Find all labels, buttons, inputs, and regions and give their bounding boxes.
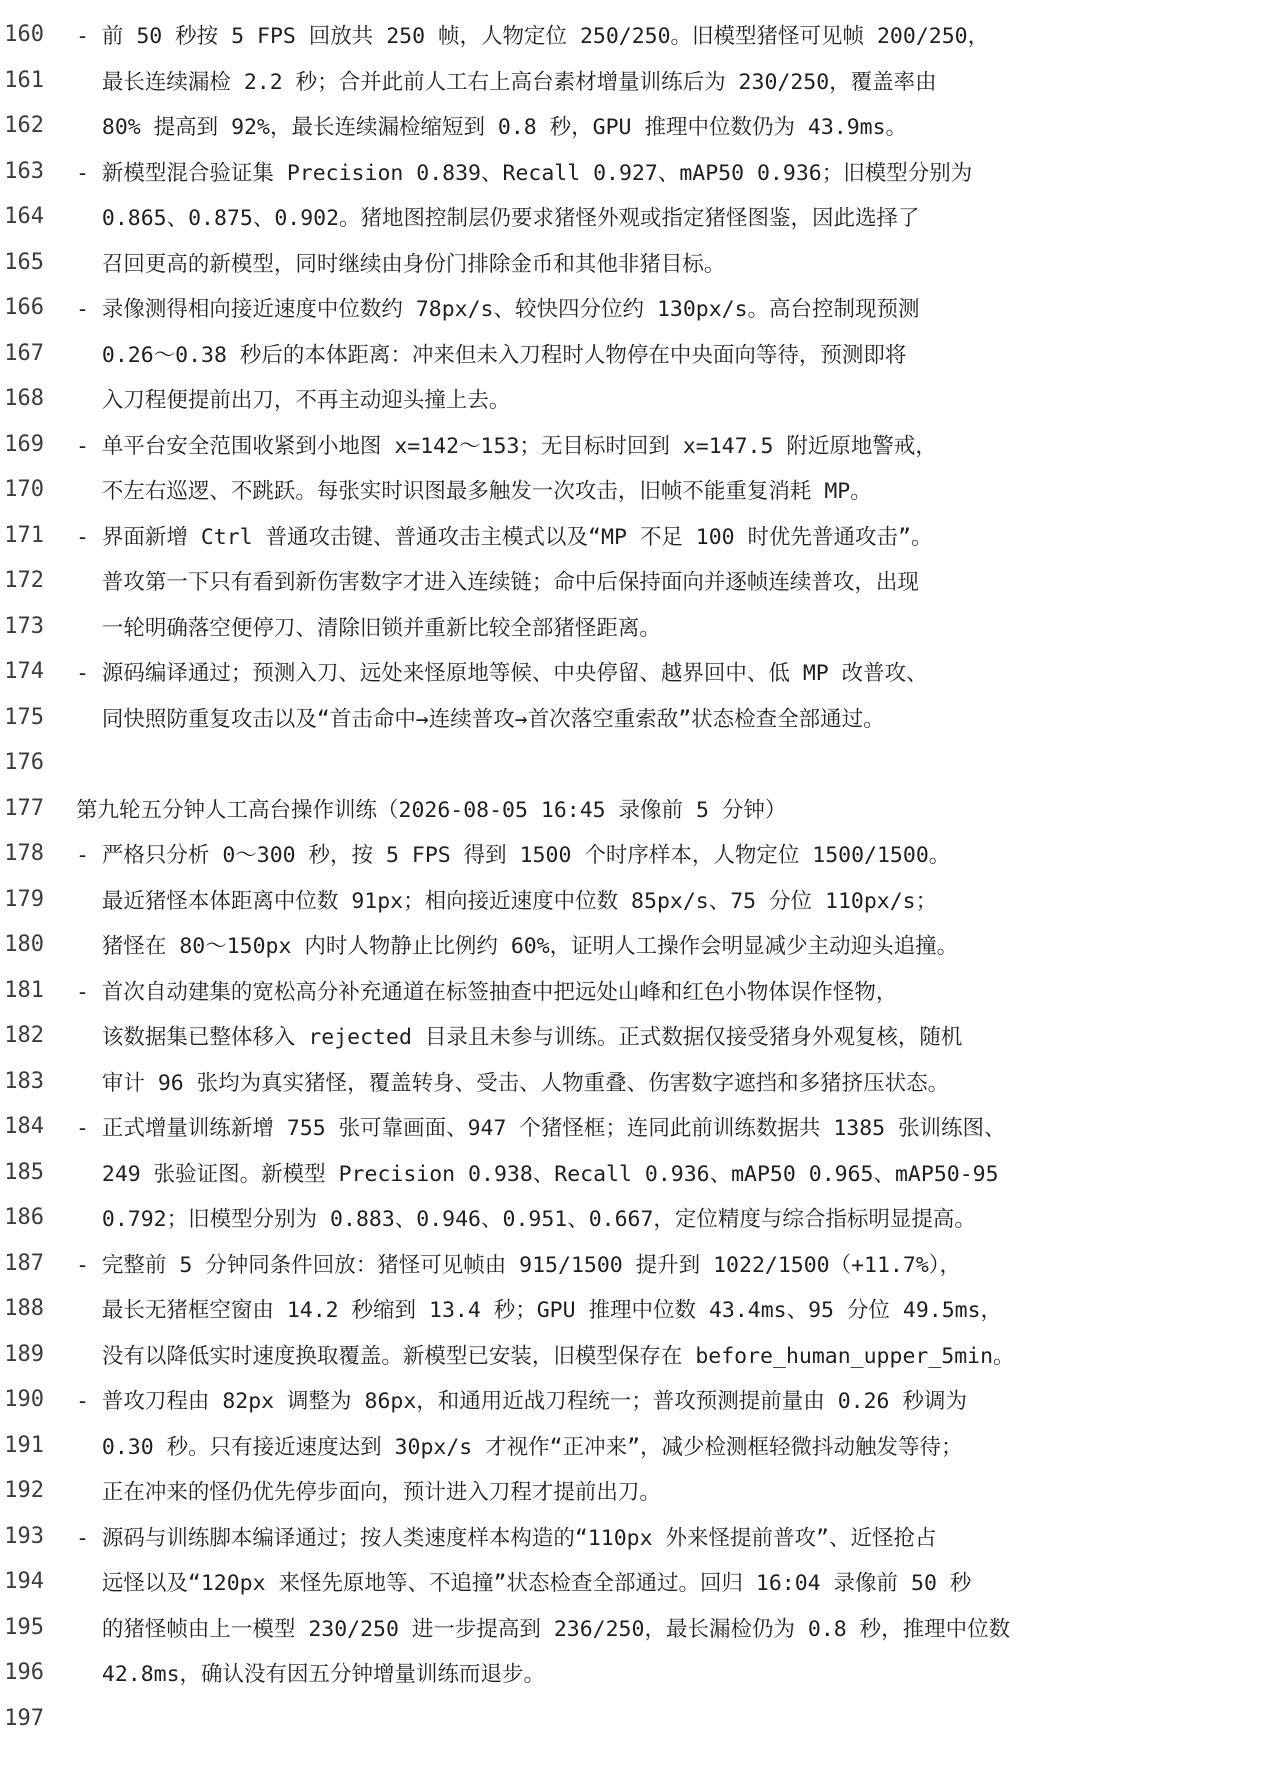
editor-line[interactable]: [0, 1696, 1270, 1742]
editor-line[interactable]: [0, 1514, 1270, 1560]
line-text[interactable]: 第九轮五分钟人工高台操作训练（2026-08-05 16:45 录像前 5 分钟）: [76, 797, 787, 823]
editor-line[interactable]: [0, 1013, 1270, 1059]
line-number: 173: [4, 613, 44, 639]
line-number: 195: [4, 1614, 44, 1640]
line-text[interactable]: 该数据集已整体移入 rejected 目录且未参与训练。正式数据仅接受猪身外观复核，随机: [76, 1025, 963, 1051]
line-text[interactable]: 的猪怪帧由上一模型 230/250 进一步提高到 236/250，最长漏检仍为 0.8 秒，推理中位数: [76, 1616, 1011, 1642]
editor-line[interactable]: [0, 558, 1270, 604]
editor-line[interactable]: [0, 513, 1270, 559]
line-text[interactable]: 0.26～0.38 秒后的本体距离：冲来但未入刀程时人物停在中央面向等待，预测即将: [76, 342, 907, 368]
editor-line[interactable]: [0, 376, 1270, 422]
line-number: 161: [4, 67, 44, 93]
line-text[interactable]: 最近猪怪本体距离中位数 91px；相向接近速度中位数 85px/s、75 分位 110px/s；: [76, 888, 938, 914]
editor-line[interactable]: [0, 1332, 1270, 1378]
line-number: 169: [4, 431, 44, 457]
editor-line[interactable]: [0, 1150, 1270, 1196]
editor-line[interactable]: [0, 194, 1270, 240]
line-number: 190: [4, 1387, 44, 1413]
line-number: 165: [4, 249, 44, 275]
line-number: 168: [4, 386, 44, 412]
line-text[interactable]: 42.8ms，确认没有因五分钟增量训练而退步。: [76, 1662, 546, 1688]
editor-line[interactable]: [0, 240, 1270, 286]
editor-line[interactable]: [0, 695, 1270, 741]
line-text[interactable]: 审计 96 张均为真实猪怪，覆盖转身、受击、人物重叠、伤害数字遮挡和多猪挤压状态。: [76, 1070, 950, 1096]
editor-line[interactable]: [0, 1286, 1270, 1332]
line-text[interactable]: - 源码编译通过；预测入刀、远处来怪原地等候、中央停留、越界回中、低 MP 改普攻、: [76, 661, 928, 687]
line-number: 196: [4, 1660, 44, 1686]
line-number: 164: [4, 204, 44, 230]
editor-line[interactable]: [0, 877, 1270, 923]
line-number: 185: [4, 1159, 44, 1185]
line-text[interactable]: - 严格只分析 0～300 秒，按 5 FPS 得到 1500 个时序样本，人物定位 1500/1500。: [76, 843, 951, 869]
editor-line[interactable]: [0, 1650, 1270, 1696]
editor-line[interactable]: [0, 1104, 1270, 1150]
editor-line[interactable]: [0, 1241, 1270, 1287]
editor-line[interactable]: [0, 786, 1270, 832]
line-text[interactable]: 猪怪在 80～150px 内时人物静止比例约 60%，证明人工操作会明显减少主动迎头追撞。: [76, 934, 959, 960]
line-text[interactable]: 入刀程便提前出刀，不再主动迎头撞上去。: [76, 388, 511, 414]
line-text[interactable]: 不左右巡逻、不跳跃。每张实时识图最多触发一次攻击，旧帧不能重复消耗 MP。: [76, 479, 872, 505]
line-number: 177: [4, 795, 44, 821]
line-number: 180: [4, 932, 44, 958]
line-text[interactable]: - 完整前 5 分钟同条件回放：猪怪可见帧由 915/1500 提升到 1022/1500（+11.7%），: [76, 1252, 962, 1278]
line-number: 176: [4, 750, 44, 776]
line-text[interactable]: - 单平台安全范围收紧到小地图 x=142～153；无目标时回到 x=147.5 附近原地警戒，: [76, 433, 937, 459]
editor-line[interactable]: [0, 1559, 1270, 1605]
editor-line[interactable]: [0, 1423, 1270, 1469]
line-number: 183: [4, 1068, 44, 1094]
line-text[interactable]: 没有以降低实时速度换取覆盖。新模型已安装，旧模型保存在 before_human_upper_5min。: [76, 1343, 1015, 1369]
editor-line[interactable]: [0, 968, 1270, 1014]
line-number: 178: [4, 841, 44, 867]
editor-line[interactable]: [0, 149, 1270, 195]
line-number: 187: [4, 1250, 44, 1276]
line-number: 174: [4, 659, 44, 685]
editor-line[interactable]: [0, 331, 1270, 377]
editor-line[interactable]: [0, 103, 1270, 149]
editor-line[interactable]: [0, 422, 1270, 468]
line-text[interactable]: 最长无猪框空窗由 14.2 秒缩到 13.4 秒；GPU 推理中位数 43.4ms、95 分位 49.5ms，: [76, 1298, 1003, 1324]
editor-line[interactable]: [0, 285, 1270, 331]
line-number: 189: [4, 1341, 44, 1367]
editor-line[interactable]: [0, 58, 1270, 104]
line-text[interactable]: - 普攻刀程由 82px 调整为 86px，和通用近战刀程统一；普攻预测提前量由 0.26 秒调为: [76, 1389, 967, 1415]
line-text[interactable]: 远怪以及“120px 来怪先原地等、不追撞”状态检查全部通过。回归 16:04 录像前 50 秒: [76, 1571, 972, 1597]
line-number: 160: [4, 22, 44, 48]
line-text[interactable]: 召回更高的新模型，同时继续由身份门排除金币和其他非猪目标。: [76, 251, 726, 277]
line-text[interactable]: - 新模型混合验证集 Precision 0.839、Recall 0.927、mAP50 0.936；旧模型分别为: [76, 160, 973, 186]
editor-line[interactable]: [0, 1059, 1270, 1105]
line-text[interactable]: - 首次自动建集的宽松高分补充通道在标签抽查中把远处山峰和红色小物体误作怪物，: [76, 979, 898, 1005]
line-text[interactable]: 0.865、0.875、0.902。猪地图控制层仍要求猪怪外观或指定猪怪图鉴，因此选择了: [76, 206, 920, 232]
line-text[interactable]: 一轮明确落空便停刀、清除旧锁并重新比较全部猪怪距离。: [76, 615, 661, 641]
line-text[interactable]: 0.30 秒。只有接近速度达到 30px/s 才视作“正冲来”，减少检测框轻微抖动触发等待；: [76, 1434, 963, 1460]
editor-line[interactable]: [0, 831, 1270, 877]
line-number: 192: [4, 1478, 44, 1504]
editor-line[interactable]: [0, 467, 1270, 513]
editor-line[interactable]: [0, 1468, 1270, 1514]
line-number: 188: [4, 1296, 44, 1322]
line-text[interactable]: - 前 50 秒按 5 FPS 回放共 250 帧，人物定位 250/250。旧模型猪怪可见帧 200/250，: [76, 24, 990, 50]
line-number: 172: [4, 568, 44, 594]
line-number: 171: [4, 522, 44, 548]
line-number: 181: [4, 977, 44, 1003]
line-number: 163: [4, 158, 44, 184]
line-number: 194: [4, 1569, 44, 1595]
line-number: 184: [4, 1114, 44, 1140]
line-text[interactable]: - 源码与训练脚本编译通过；按人类速度样本构造的“110px 外来怪提前普攻”、近怪抢占: [76, 1525, 937, 1551]
text-editor[interactable]: [0, 12, 1270, 1741]
line-number: 162: [4, 113, 44, 139]
line-number: 193: [4, 1523, 44, 1549]
line-text[interactable]: 普攻第一下只有看到新伤害数字才进入连续链；命中后保持面向并逐帧连续普攻，出现: [76, 570, 919, 596]
editor-line[interactable]: [0, 922, 1270, 968]
line-text[interactable]: 249 张验证图。新模型 Precision 0.938、Recall 0.936、mAP50 0.965、mAP50-95: [76, 1161, 999, 1187]
editor-line[interactable]: [0, 604, 1270, 650]
line-text[interactable]: - 界面新增 Ctrl 普通攻击键、普通攻击主模式以及“MP 不足 100 时优先普通攻击”。: [76, 524, 933, 550]
line-number: 197: [4, 1705, 44, 1731]
line-text[interactable]: - 录像测得相向接近速度中位数约 78px/s、较快四分位约 130px/s。高台控制现预测: [76, 297, 920, 323]
line-text[interactable]: 正在冲来的怪仍优先停步面向，预计进入刀程才提前出刀。: [76, 1480, 661, 1506]
editor-line[interactable]: [0, 1377, 1270, 1423]
line-text[interactable]: 0.792；旧模型分别为 0.883、0.946、0.951、0.667，定位精度与综合指标明显提高。: [76, 1207, 976, 1233]
line-number: 175: [4, 704, 44, 730]
editor-line[interactable]: [0, 1195, 1270, 1241]
line-number: 182: [4, 1023, 44, 1049]
line-number: 170: [4, 477, 44, 503]
line-text[interactable]: 80% 提高到 92%，最长连续漏检缩短到 0.8 秒，GPU 推理中位数仍为 43.9ms。: [76, 115, 908, 141]
editor-line[interactable]: [0, 12, 1270, 58]
editor-line[interactable]: [0, 1605, 1270, 1651]
line-text[interactable]: 最长连续漏检 2.2 秒；合并此前人工右上高台素材增量训练后为 230/250，覆盖率由: [76, 69, 937, 95]
line-number: 191: [4, 1432, 44, 1458]
editor-line[interactable]: [0, 649, 1270, 695]
line-number: 186: [4, 1205, 44, 1231]
line-text[interactable]: - 正式增量训练新增 755 张可靠画面、947 个猪怪框；连同此前训练数据共 1385 张训练图、: [76, 1116, 1006, 1142]
line-text[interactable]: 同快照防重复攻击以及“首击命中→连续普攻→首次落空重索敌”状态检查全部通过。: [76, 706, 885, 732]
editor-line[interactable]: [0, 740, 1270, 786]
line-number: 166: [4, 295, 44, 321]
line-number: 167: [4, 340, 44, 366]
line-number: 179: [4, 886, 44, 912]
